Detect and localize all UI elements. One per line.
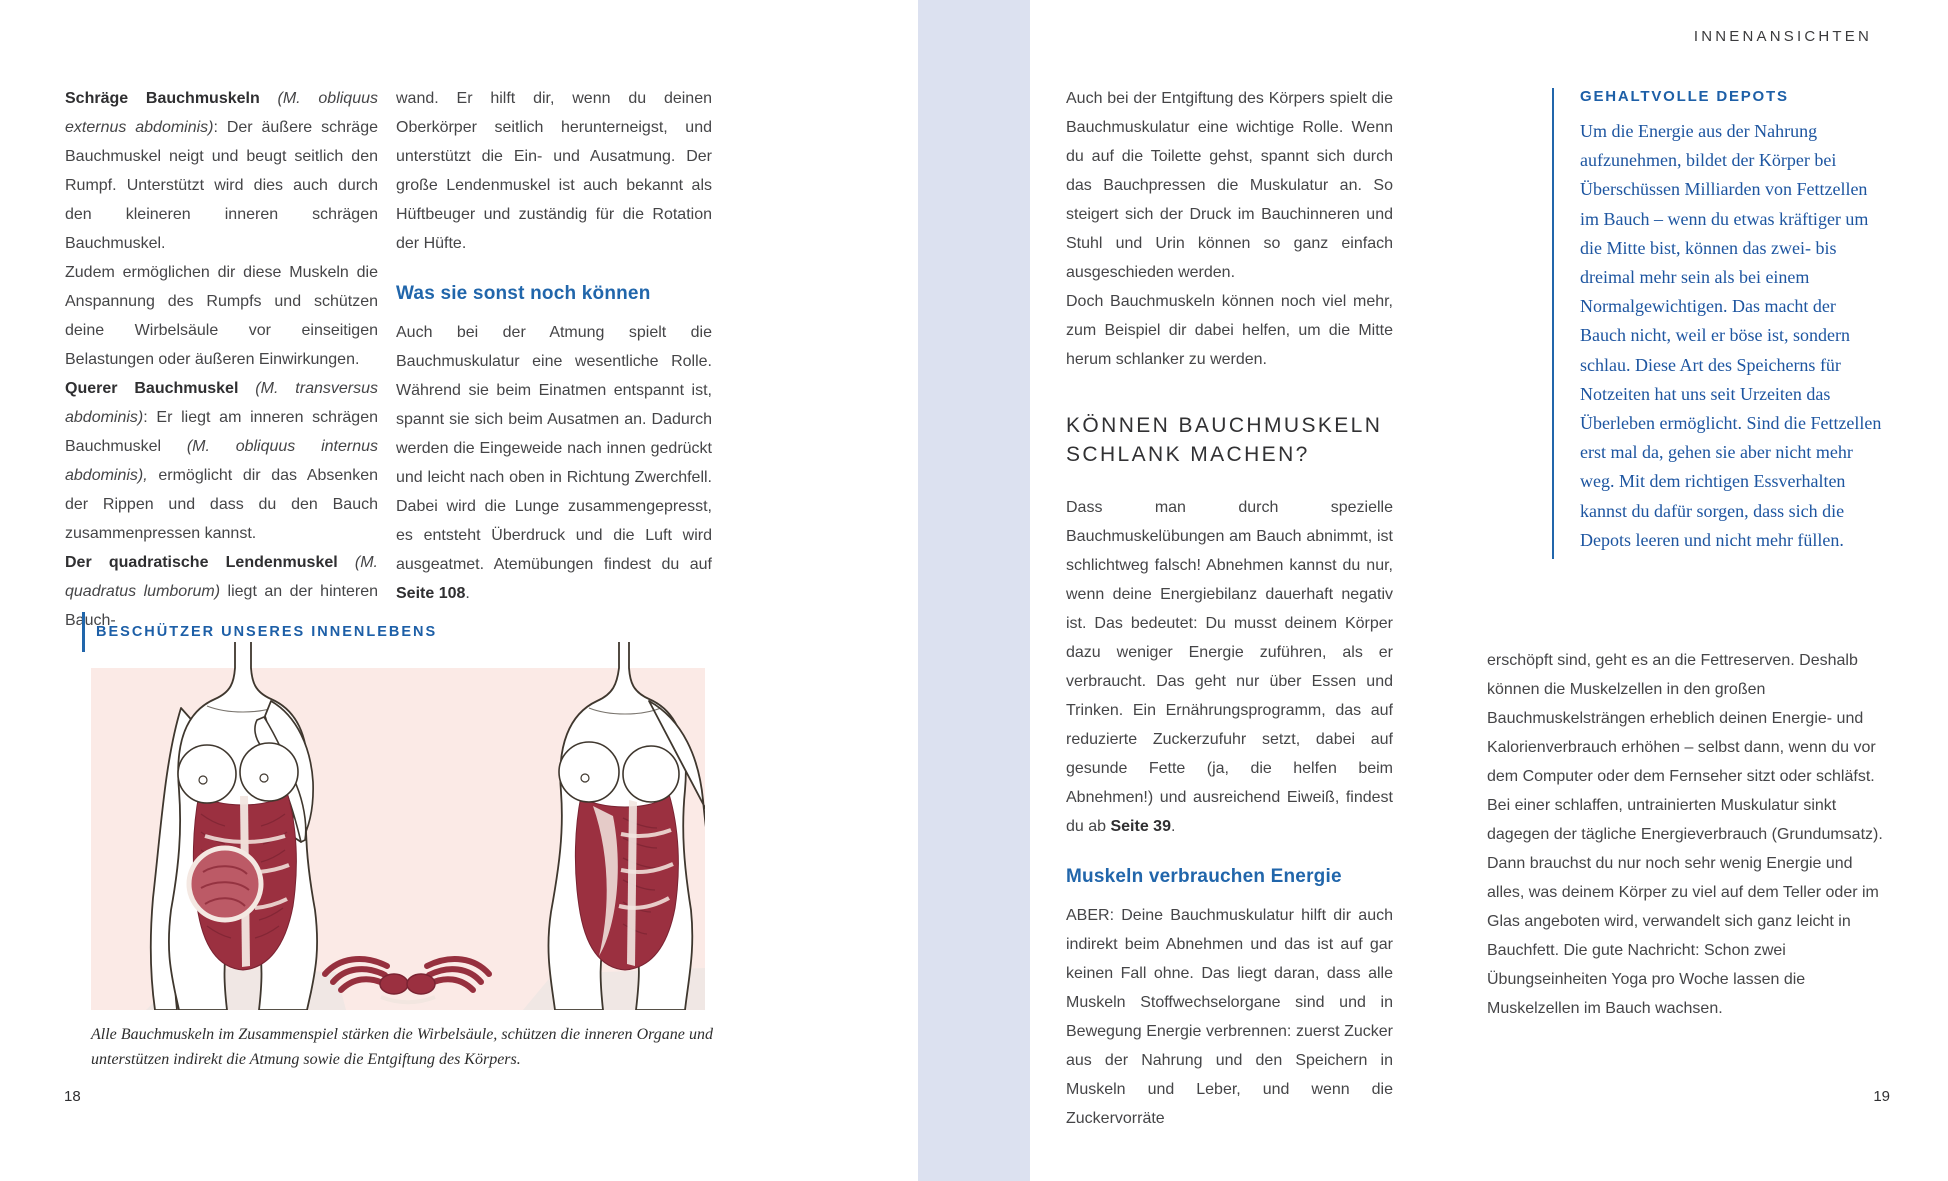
info-box-gehaltvolle-depots: [1552, 88, 1882, 559]
bold-lead: Querer Bauchmuskel: [65, 380, 256, 397]
body-text: : Er liegt am inneren schrägen Bauchmuskel: [65, 409, 378, 455]
body-text: liegt an der hinteren Bauch-: [65, 583, 379, 629]
page-gutter-band: [918, 0, 1030, 1181]
paragraph: ABER: Deine Bauchmuskulatur hilft dir auch indirekt beim Abnehmen und das ist auf gar keinen Fall ohne. Das liegt daran, dass alle Muskeln Stoffwechselorgane sind und in Bewegung Energie verbrennen: zuerst Zucker aus der Nahrung und den Speichern in Muskeln und Leber, und wenn die Zuckervorräte: [1066, 907, 1393, 1127]
bold-lead: Schräge Bauchmuskeln: [65, 90, 278, 107]
latin-term: (M. obliquus externus abdominis): [65, 90, 378, 136]
left-page-column-1: [65, 84, 378, 635]
illustration-caption: Alle Bauchmuskeln im Zusammenspiel stärken die Wirbelsäule, schützen die inneren Organe und unterstützen indirekt die Atmung sowie die Entgiftung des Körpers.: [91, 1026, 713, 1068]
subheading-was-sie-sonst-noch-koennen: Was sie sonst noch können: [396, 283, 651, 304]
latin-term: (M. quadratus lumborum): [65, 554, 378, 600]
body-text: : Der äußere schräge Bauchmuskel neigt und beugt seitlich den Rumpf. Unterstützt wird dies auch durch den kleineren inneren schrägen Bauchmuskel.: [65, 119, 378, 252]
info-box-body: Um die Energie aus der Nahrung aufzunehmen, bildet der Körper bei Überschüssen Milliarden von Fettzellen im Bauch – wenn du etwas kräftiger um die Mitte bist, können das zwei- bis dreimal mehr sein als bei einem Normalgewichtigen. Das macht der Bauch nicht, weil er böse ist, sondern schlau. Diese Art des Speicherns für Notzeiten hat uns seit Urzeiten das Überleben ermöglicht. Sind die Fettzellen erst mal da, gehen sie aber nicht mehr weg. Mit dem richtigen Essverhalten kannst du dafür sorgen, dass sich die Depots leeren und nicht mehr füllen.: [1580, 121, 1882, 550]
latin-term: (M. transversus abdominis): [65, 380, 378, 426]
paragraph: [65, 84, 378, 258]
info-box-heading: GEHALTVOLLE DEPOTS: [1580, 88, 1789, 105]
paragraph: [396, 318, 712, 608]
left-page-column-2: [396, 84, 712, 608]
anatomy-illustration-svg: [91, 638, 705, 1010]
subheading-muskeln-verbrauchen-energie: Muskeln verbrauchen Energie: [1066, 866, 1342, 887]
running-header: INNENANSICHTEN: [1693, 28, 1872, 45]
latin-term: (M. obliquus internus abdominis),: [65, 438, 378, 484]
right-page-column-1: [1066, 84, 1393, 1133]
body-text: Dass man durch spezielle Bauchmuskelübungen am Bauch abnimmt, ist schlichtweg falsch! Abnehmen kannst du nur, wenn deine Energiebilanz dauerhaft negativ ist. Das bedeutet: Du musst deinem Körper dazu weniger Energie zuführen, als er verbraucht. Das geht nur über Essen und Trinken. Ein Ernährungsprogramm, das auf reduzierte Zuckerzufuhr setzt, dabei auf gesunde Fette (ja, die helfen beim Abnehmen!) und ausreichend Eiweiß, findest du ab: [1066, 499, 1393, 835]
anatomy-illustration: [91, 638, 705, 1010]
page-number-right: 19: [1873, 1088, 1890, 1105]
feature-heading-text: BESCHÜTZER UNSERES INNENLEBENS: [96, 624, 438, 640]
body-text: Auch bei der Atmung spielt die Bauchmuskulatur eine wesentliche Rolle. Während sie beim Einatmen entspannt ist, spannt sie sich beim Ausatmen an. Dadurch werden die Eingeweide nach innen gedrückt und leicht nach oben in Richtung Zwerchfell. Dabei wird die Lunge zusammengepresst, es entsteht Überdruck und die Luft wird ausgeatmet. Atemübungen findest du auf: [396, 324, 712, 573]
body-text: .: [465, 585, 470, 602]
page-reference: Seite 39: [1110, 818, 1171, 835]
paragraph: erschöpft sind, geht es an die Fettreserven. Deshalb können die Muskelzellen in den großen Bauchmuskelsträngen erheblich deinen Energie- und Kalorienverbrauch erhöhen – selbst dann, wenn du vor dem Computer oder dem Fernseher sitzt oder schläfst. Bei einer schlaffen, untrainierten Muskulatur sinkt dagegen der tägliche Energieverbrauch (Grundumsatz). Dann brauchst du nur noch sehr wenig Energie und alles, was deinem Körper zu viel auf dem Teller oder im Glas angeboten wird, verwandelt sich ganz leicht in Bauchfett. Die gute Nachricht: Schon zwei Übungseinheiten Yoga pro Woche lassen die Muskelzellen im Bauch wachsen.: [1487, 652, 1883, 1017]
paragraph: [1066, 493, 1393, 841]
right-page-column-2: [1487, 646, 1885, 1023]
paragraph: Auch bei der Entgiftung des Körpers spielt die Bauchmuskulatur eine wichtige Rolle. Wenn du auf die Toilette gehst, spannt sich durch das Bauchpressen die Muskulatur an. So steigert sich der Druck im Bauchinneren und Stuhl und Urin können so ganz einfach ausgeschieden werden.: [1066, 90, 1393, 281]
bold-lead: Der quadratische Lendenmuskel: [65, 554, 355, 571]
transverse-muscle-window: [189, 848, 261, 920]
body-text: .: [1170, 818, 1176, 835]
page-number-left: 18: [64, 1088, 81, 1105]
body-text: ermöglicht dir das Absenken der Rippen und dass du den Bauch zusammenpressen kannst.: [65, 467, 378, 542]
section-heading-koennen-bauchmuskeln: KÖNNEN BAUCHMUSKELN SCHLANK MACHEN?: [1066, 414, 1383, 466]
paragraph: wand. Er hilft dir, wenn du deinen Oberkörper seitlich herunterneigst, und unterstützt die Ein- und Ausatmung. Der große Lendenmuskel ist auch bekannt als Hüftbeuger und zuständig für die Rotation der Hüfte.: [396, 90, 712, 252]
paragraph: Zudem ermöglichen dir diese Muskeln die Anspannung des Rumpfs und schützen deine Wirbelsäule vor einseitigen Belastungen oder äußeren Einwirkungen.: [65, 264, 378, 368]
paragraph: Doch Bauchmuskeln können noch viel mehr, zum Beispiel dir dabei helfen, um die Mitte herum schlanker zu werden.: [1066, 293, 1393, 368]
page-reference: Seite 108: [396, 585, 466, 602]
paragraph: [65, 374, 378, 548]
